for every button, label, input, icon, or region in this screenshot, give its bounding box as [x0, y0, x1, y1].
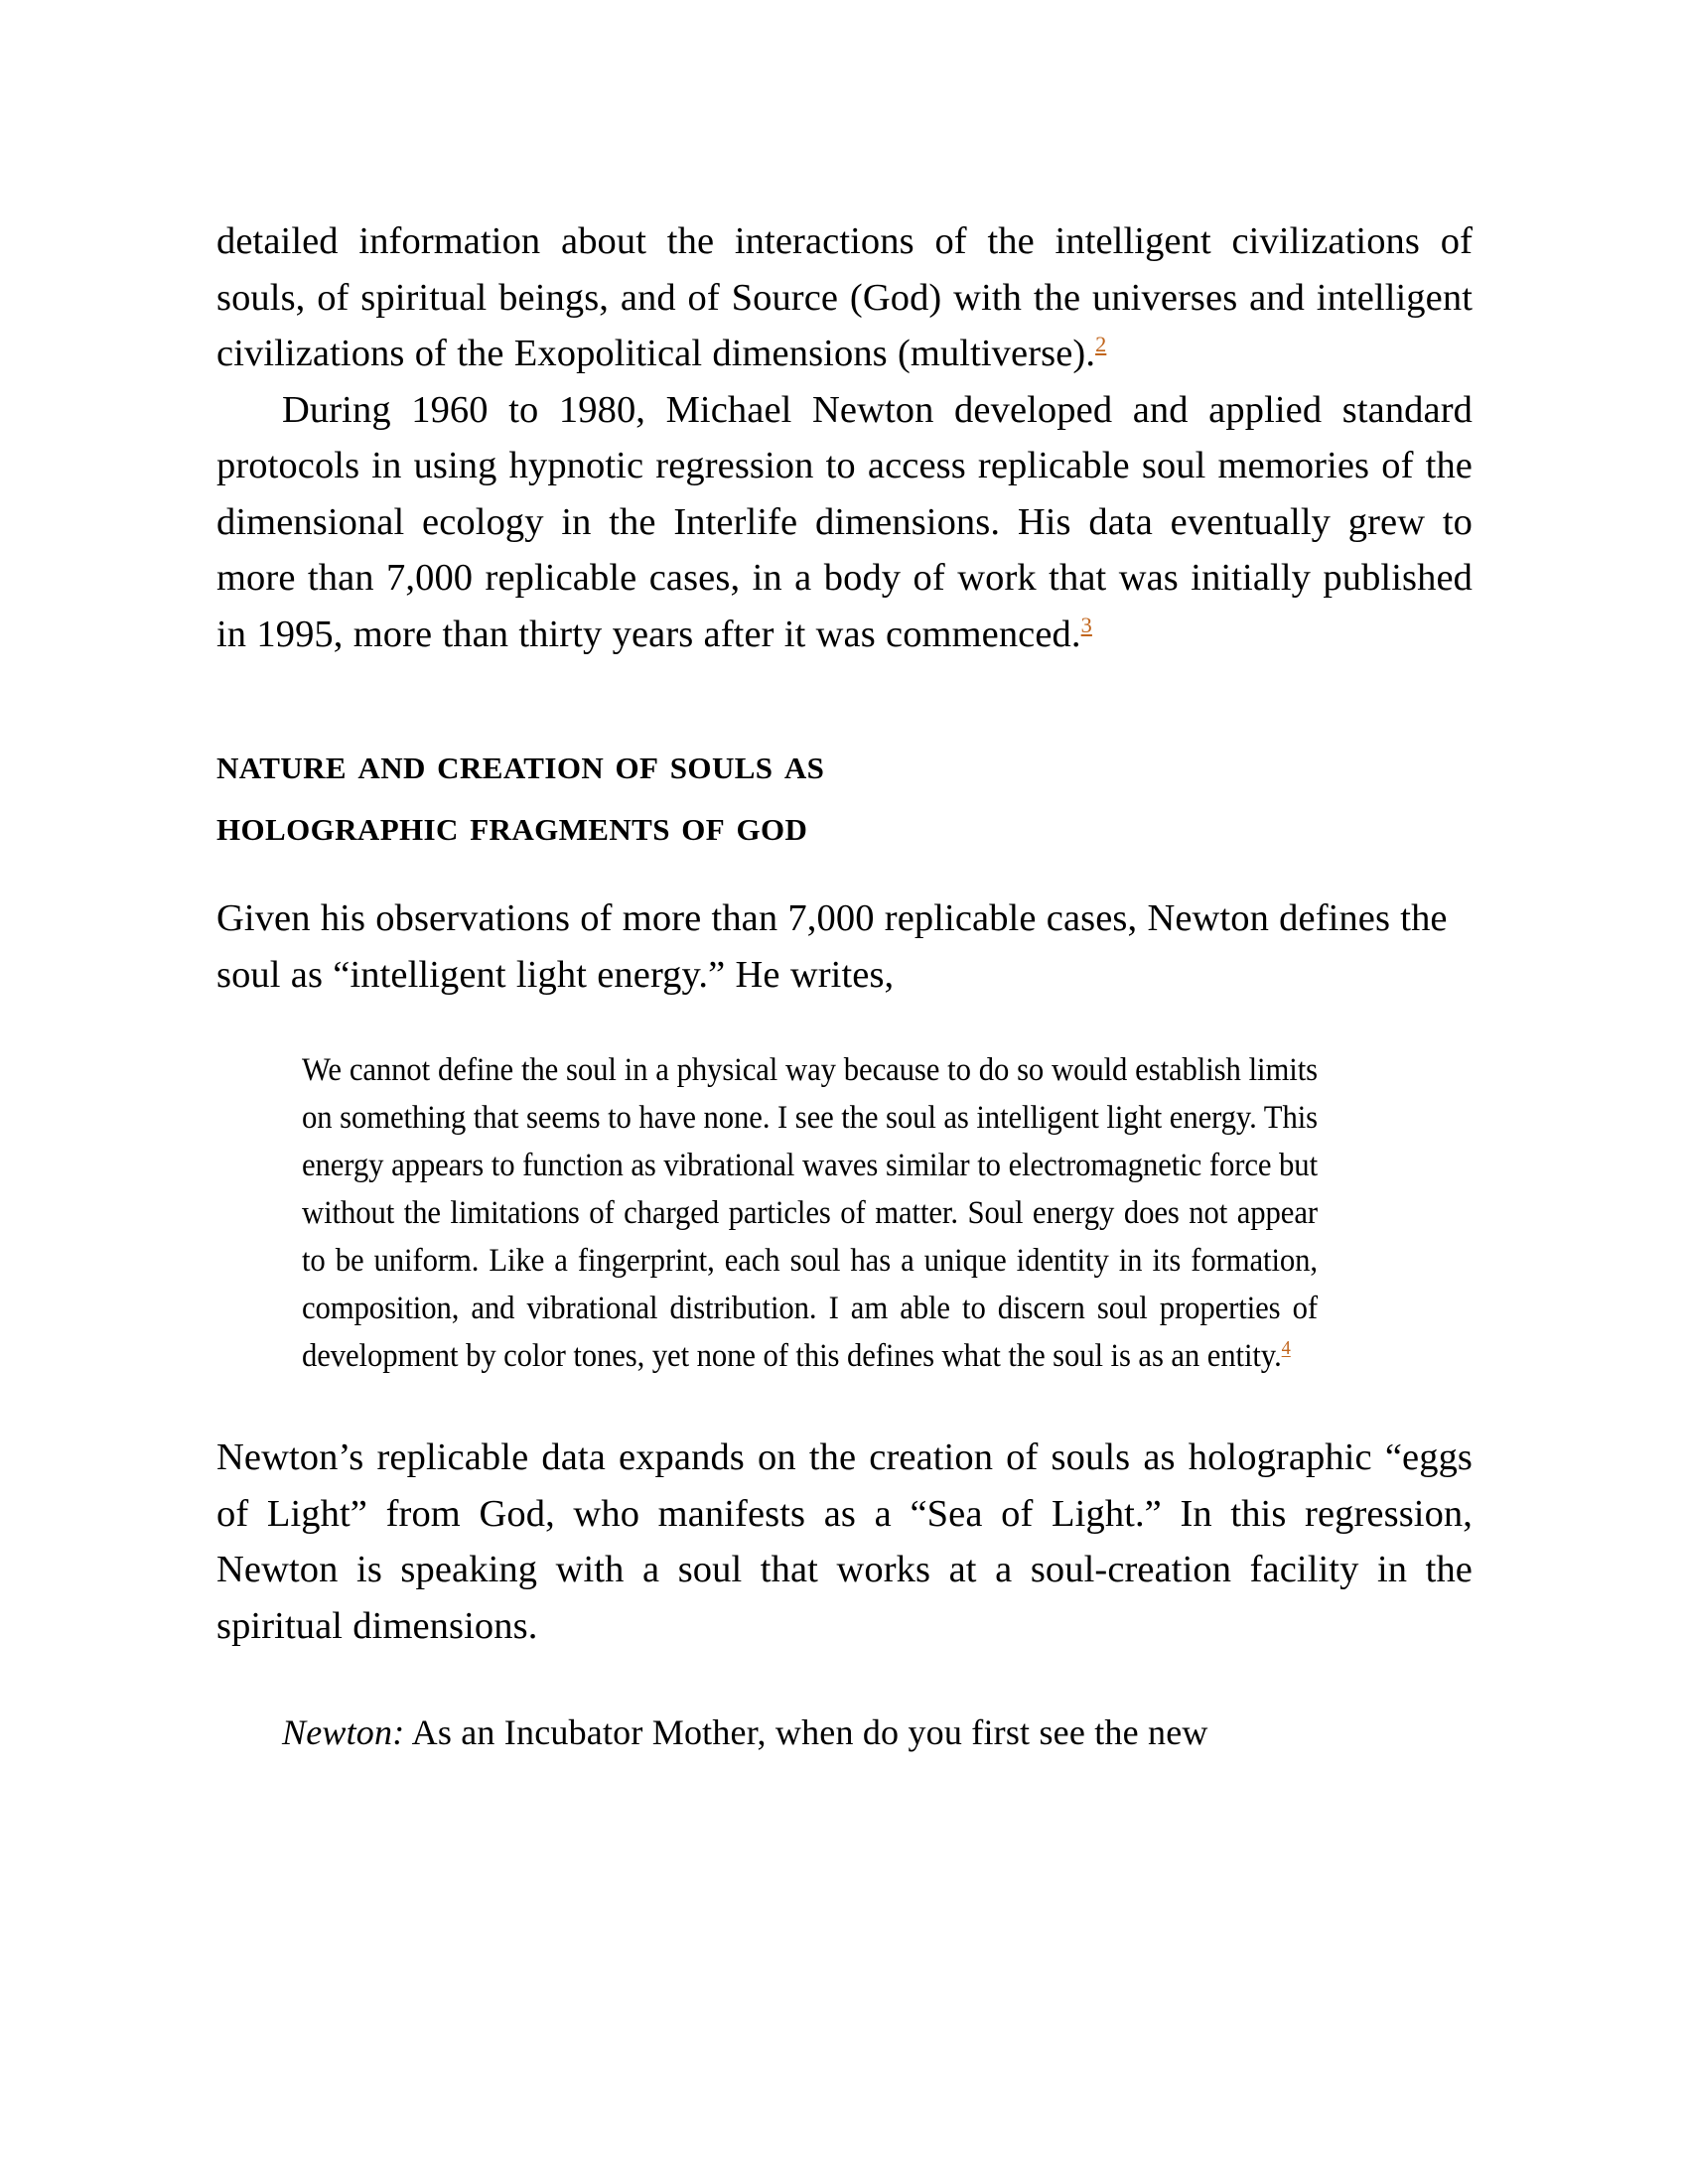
blockquote-newton-soul-definition: [302, 1046, 1318, 1380]
footnote-marker-3[interactable]: 3: [1080, 612, 1092, 637]
dialogue-line-newton: [282, 1706, 1364, 1759]
heading-top-spacer: [216, 662, 1473, 734]
dialogue-top-spacer: [216, 1654, 1473, 1706]
section-heading-line-2: holographic fragments of god: [216, 801, 808, 850]
footnote-marker-4[interactable]: 4: [1281, 1337, 1291, 1359]
blockquote-text: We cannot define the soul in a physical way because to do so would establish limits on something that seems to have none. I see the soul as intelligent light energy. This energy appears to function as vibrational waves similar to electromagnetic force but without the limitations of charged particles of matter. Soul energy does not appear to be uniform. Like a fingerprint, each soul has a unique identity in its formation, composition, and vibrational distribution. I am able to discern soul properties of development by color tones, yet none of this defines what the soul is as an entity.: [302, 1052, 1318, 1374]
section-heading-line-1: nature and creation of souls as: [216, 740, 825, 788]
paragraph-2-text: During 1960 to 1980, Michael Newton developed and applied standard protocols in using hypnotic regression to access replicable soul memories of the dimensional ecology in the Interlife dimensions. His data eventually grew to more than 7,000 replicable cases, in a body of work that was initially published in 1995, more than thirty years after it was commenced.: [216, 388, 1473, 655]
paragraph-quote-leadin: Given his observations of more than 7,000 replicable cases, Newton defines the soul as “intelligent light energy.” He writes,: [216, 897, 1448, 996]
paragraph-1-text: detailed information about the interactions of the intelligent civilizations of souls, of spiritual beings, and of Source (God) with the universes and intelligent civilizations of the Exopolitical dimensions (multiverse).: [216, 220, 1473, 374]
page-content: [216, 213, 1473, 1759]
paragraph-newton-history: [216, 382, 1473, 663]
paragraph-holographic-eggs: Newton’s replicable data expands on the creation of souls as holographic “eggs of Light” from God, who manifests as a “Sea of Light.” In this regression, Newton is speaking with a soul that works at a soul-creation facility in the spiritual dimensions.: [216, 1436, 1473, 1647]
section-heading: [216, 734, 1473, 857]
blockquote-top-spacer: [216, 1003, 1473, 1046]
dialogue-speaker-label: Newton:: [282, 1712, 405, 1752]
blockquote-bottom-spacer: [216, 1380, 1473, 1430]
dialogue-text: As an Incubator Mother, when do you first see the new: [404, 1712, 1208, 1752]
heading-bottom-spacer: [216, 857, 1473, 890]
paragraph-continuation: [216, 213, 1473, 382]
footnote-marker-2[interactable]: 2: [1095, 332, 1107, 357]
